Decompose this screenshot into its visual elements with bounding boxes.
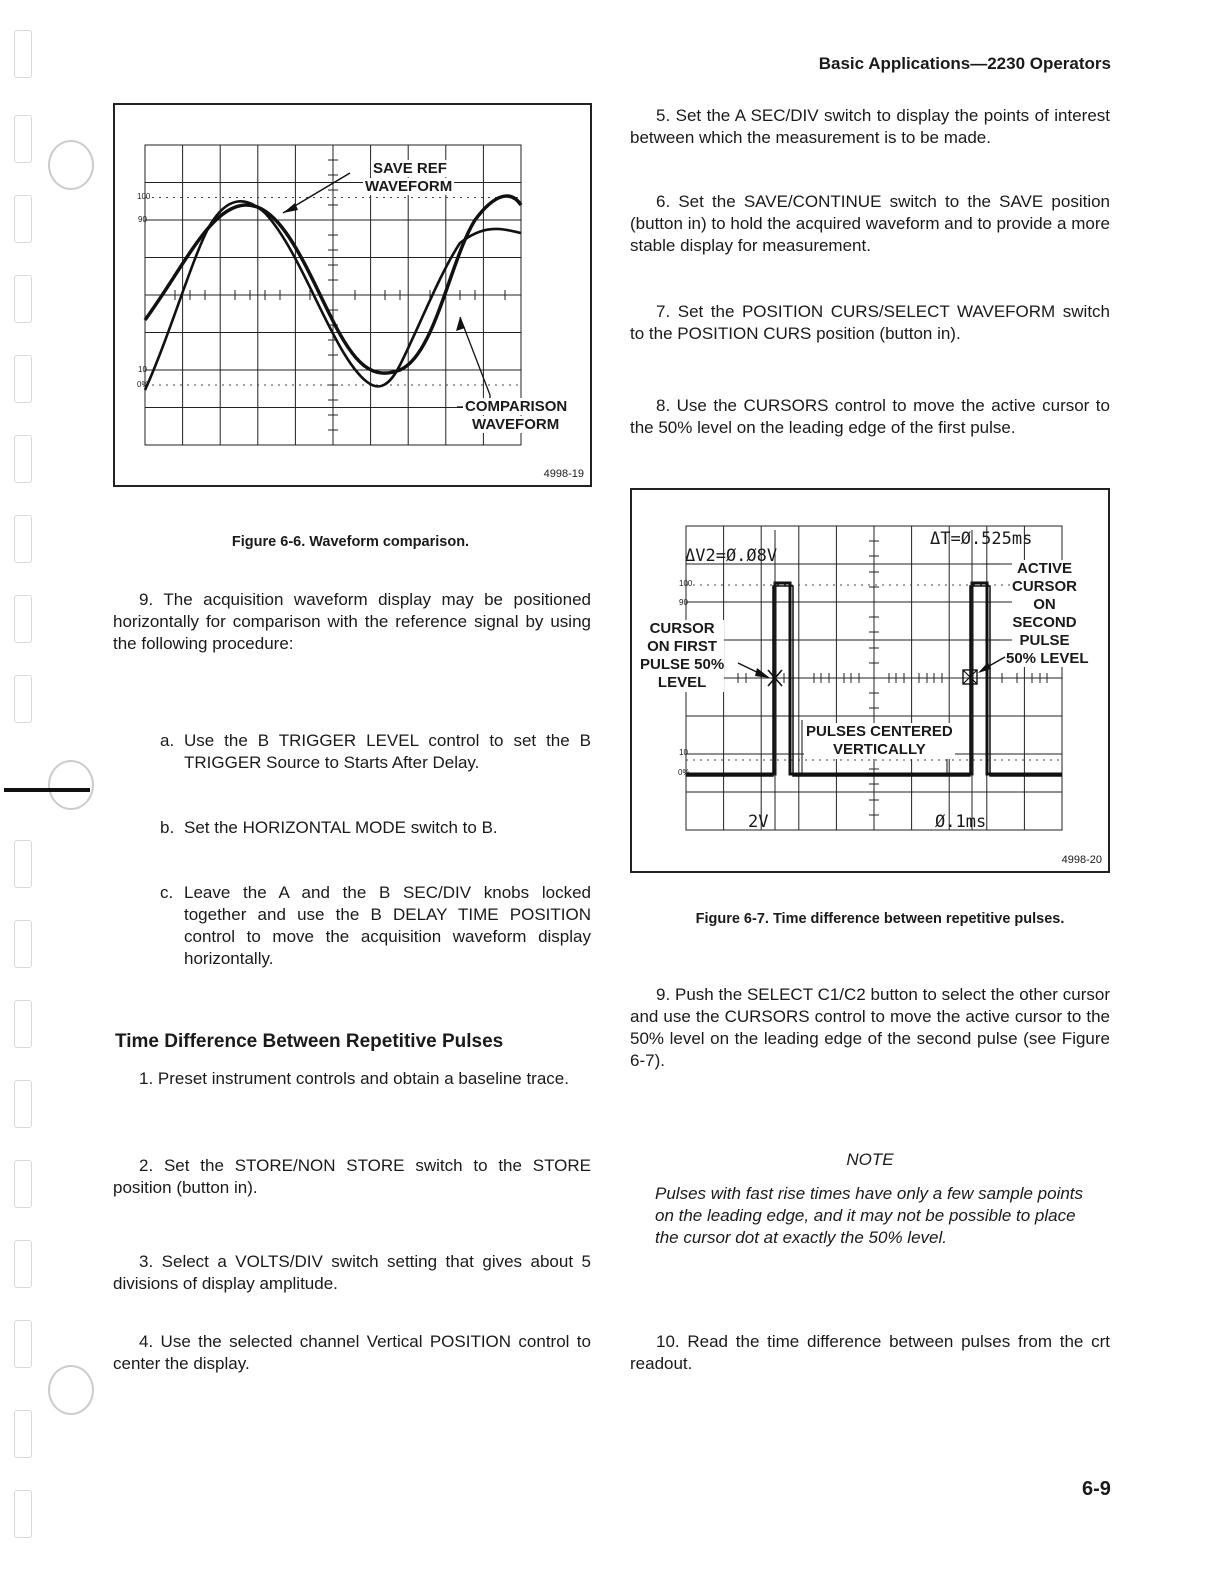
label-pulses-centered: [804, 723, 955, 759]
readout-delta-t: ΔT=Ø.525ms: [930, 529, 1033, 549]
step-6: 6. Set the SAVE/CONTINUE switch to the SAVE position (button in) to hold the acquired waveform and to provide a more stable display for measurement.: [630, 192, 1110, 255]
readout-delta-v: ΔV2=Ø.Ø8V: [685, 546, 778, 566]
sub-step-c-text: Leave the A and the B SEC/DIV knobs locked together and use the B DELAY TIME POSITION control to move the acquisition waveform display horizontally.: [184, 883, 591, 968]
edge-mark: [14, 30, 32, 78]
edge-mark: [14, 595, 32, 643]
edge-mark: [14, 1410, 32, 1458]
edge-mark: [14, 1240, 32, 1288]
edge-mark: [14, 1000, 32, 1048]
save-ref-label: SAVE REF: [373, 160, 447, 177]
step-9-right: 9. Push the SELECT C1/C2 button to select the other cursor and use the CURSORS control to move the active cursor to the 50% level on the leading edge of the second pulse (see Figure 6-7).: [630, 985, 1110, 1070]
sub-step-b: [160, 817, 591, 839]
label-cursor-first-line: CURSOR: [649, 620, 715, 637]
edge-mark: [14, 920, 32, 968]
tick-label-10: 10: [679, 748, 688, 757]
edge-mark: [14, 1160, 32, 1208]
step-3: 3. Select a VOLTS/DIV switch setting that gives about 5 divisions of display amplitude.: [113, 1252, 591, 1293]
figure-6-7: [630, 488, 1110, 873]
comparison-label: COMPARISON: [465, 398, 568, 415]
label-pulses-centered-line: VERTICALLY: [832, 741, 926, 758]
edge-mark: [14, 115, 32, 163]
edge-mark: [14, 1320, 32, 1368]
tick-label-10: 10: [138, 365, 147, 374]
label-cursor-first-pulse: [640, 620, 724, 692]
edge-mark: [14, 435, 32, 483]
binding-hole-bottom: [48, 1365, 94, 1415]
edge-mark: [14, 840, 32, 888]
label-pulses-centered-line: PULSES CENTERED: [806, 723, 953, 740]
sub-step-c-label: c.: [160, 883, 174, 902]
page-header: Basic Applications—2230 Operators: [818, 54, 1111, 73]
tick-label-100: 100: [679, 579, 693, 588]
readout-time: Ø.1ms: [935, 812, 987, 832]
step-9-intro: 9. The acquisition waveform display may be positioned horizontally for comparison with the reference signal by using the following procedure:: [113, 590, 591, 653]
step-2: 2. Set the STORE/NON STORE switch to the STORE position (button in).: [113, 1156, 591, 1197]
sub-step-a-text: Use the B TRIGGER LEVEL control to set the B TRIGGER Source to Starts After Delay.: [184, 731, 591, 772]
tick-label-90: 90: [679, 598, 688, 607]
edge-mark: [14, 195, 32, 243]
sub-step-a-label: a.: [160, 731, 175, 750]
edge-mark: [14, 515, 32, 563]
label-active-cursor: [1012, 560, 1077, 650]
sub-step-b-text: Set the HORIZONTAL MODE switch to B.: [184, 818, 498, 837]
save-ref-waveform-label: WAVEFORM: [365, 178, 453, 195]
tick-label-90: 90: [138, 215, 147, 224]
step-10: 10. Read the time difference between pulses from the crt readout.: [630, 1332, 1110, 1373]
tick-label-100: 100: [137, 192, 151, 201]
tick-label-0: 0%: [137, 380, 149, 389]
edge-mark: [14, 275, 32, 323]
figure-number: 4998-20: [1061, 854, 1102, 866]
label-active-cursor-line: ON: [1033, 596, 1056, 613]
step-1: 1. Preset instrument controls and obtain a baseline trace.: [139, 1069, 569, 1088]
label-cursor-first-line: ON FIRST: [647, 638, 718, 655]
edge-mark: [14, 1080, 32, 1128]
label-active-cursor-line: PULSE: [1019, 632, 1070, 649]
label-active-cursor-line: SECOND: [1012, 614, 1077, 631]
step-7: 7. Set the POSITION CURS/SELECT WAVEFORM switch to the POSITION CURS position (button in).: [630, 302, 1110, 343]
label-cursor-first-line: LEVEL: [657, 674, 707, 691]
note-title: NOTE: [846, 1150, 894, 1169]
label-cursor-first-line: PULSE 50%: [640, 656, 725, 673]
binding-rule: [4, 788, 90, 792]
edge-mark: [14, 1490, 32, 1538]
section-heading: Time Difference Between Repetitive Pulses: [115, 1031, 504, 1052]
edge-mark: [14, 355, 32, 403]
step-5: 5. Set the A SEC/DIV switch to display the points of interest between which the measurement is to be made.: [630, 106, 1110, 147]
label-active-cursor-line: ACTIVE: [1017, 560, 1073, 577]
figure-6-6: [113, 103, 592, 487]
readout-volts: 2V: [748, 812, 769, 832]
tick-label-0: 0%: [678, 768, 690, 777]
binding-hole-middle: [48, 760, 94, 810]
label-active-cursor-line: CURSOR: [1012, 578, 1078, 595]
sub-step-c: [160, 882, 591, 970]
figure-number: 4998-19: [543, 468, 584, 480]
comparison-waveform-label: WAVEFORM: [472, 416, 560, 433]
figure-6-7-caption: Figure 6-7. Time difference between repetitive pulses.: [695, 911, 1065, 927]
figure-6-6-caption: Figure 6-6. Waveform comparison.: [231, 534, 470, 550]
page-number: 6-9: [1082, 1478, 1111, 1500]
edge-mark: [14, 675, 32, 723]
note-body: Pulses with fast rise times have only a few sample points on the leading edge, and it may not be possible to place the cursor dot at exactly the 50% level.: [655, 1184, 1084, 1247]
step-8: 8. Use the CURSORS control to move the active cursor to the 50% level on the leading edge of the first pulse.: [630, 396, 1110, 437]
step-4: 4. Use the selected channel Vertical POSITION control to center the display.: [113, 1332, 591, 1373]
sub-step-a: [160, 730, 591, 774]
label-50-level: 50% LEVEL: [1006, 650, 1089, 667]
sub-step-b-label: b.: [160, 818, 175, 837]
binding-hole-top: [48, 140, 94, 190]
